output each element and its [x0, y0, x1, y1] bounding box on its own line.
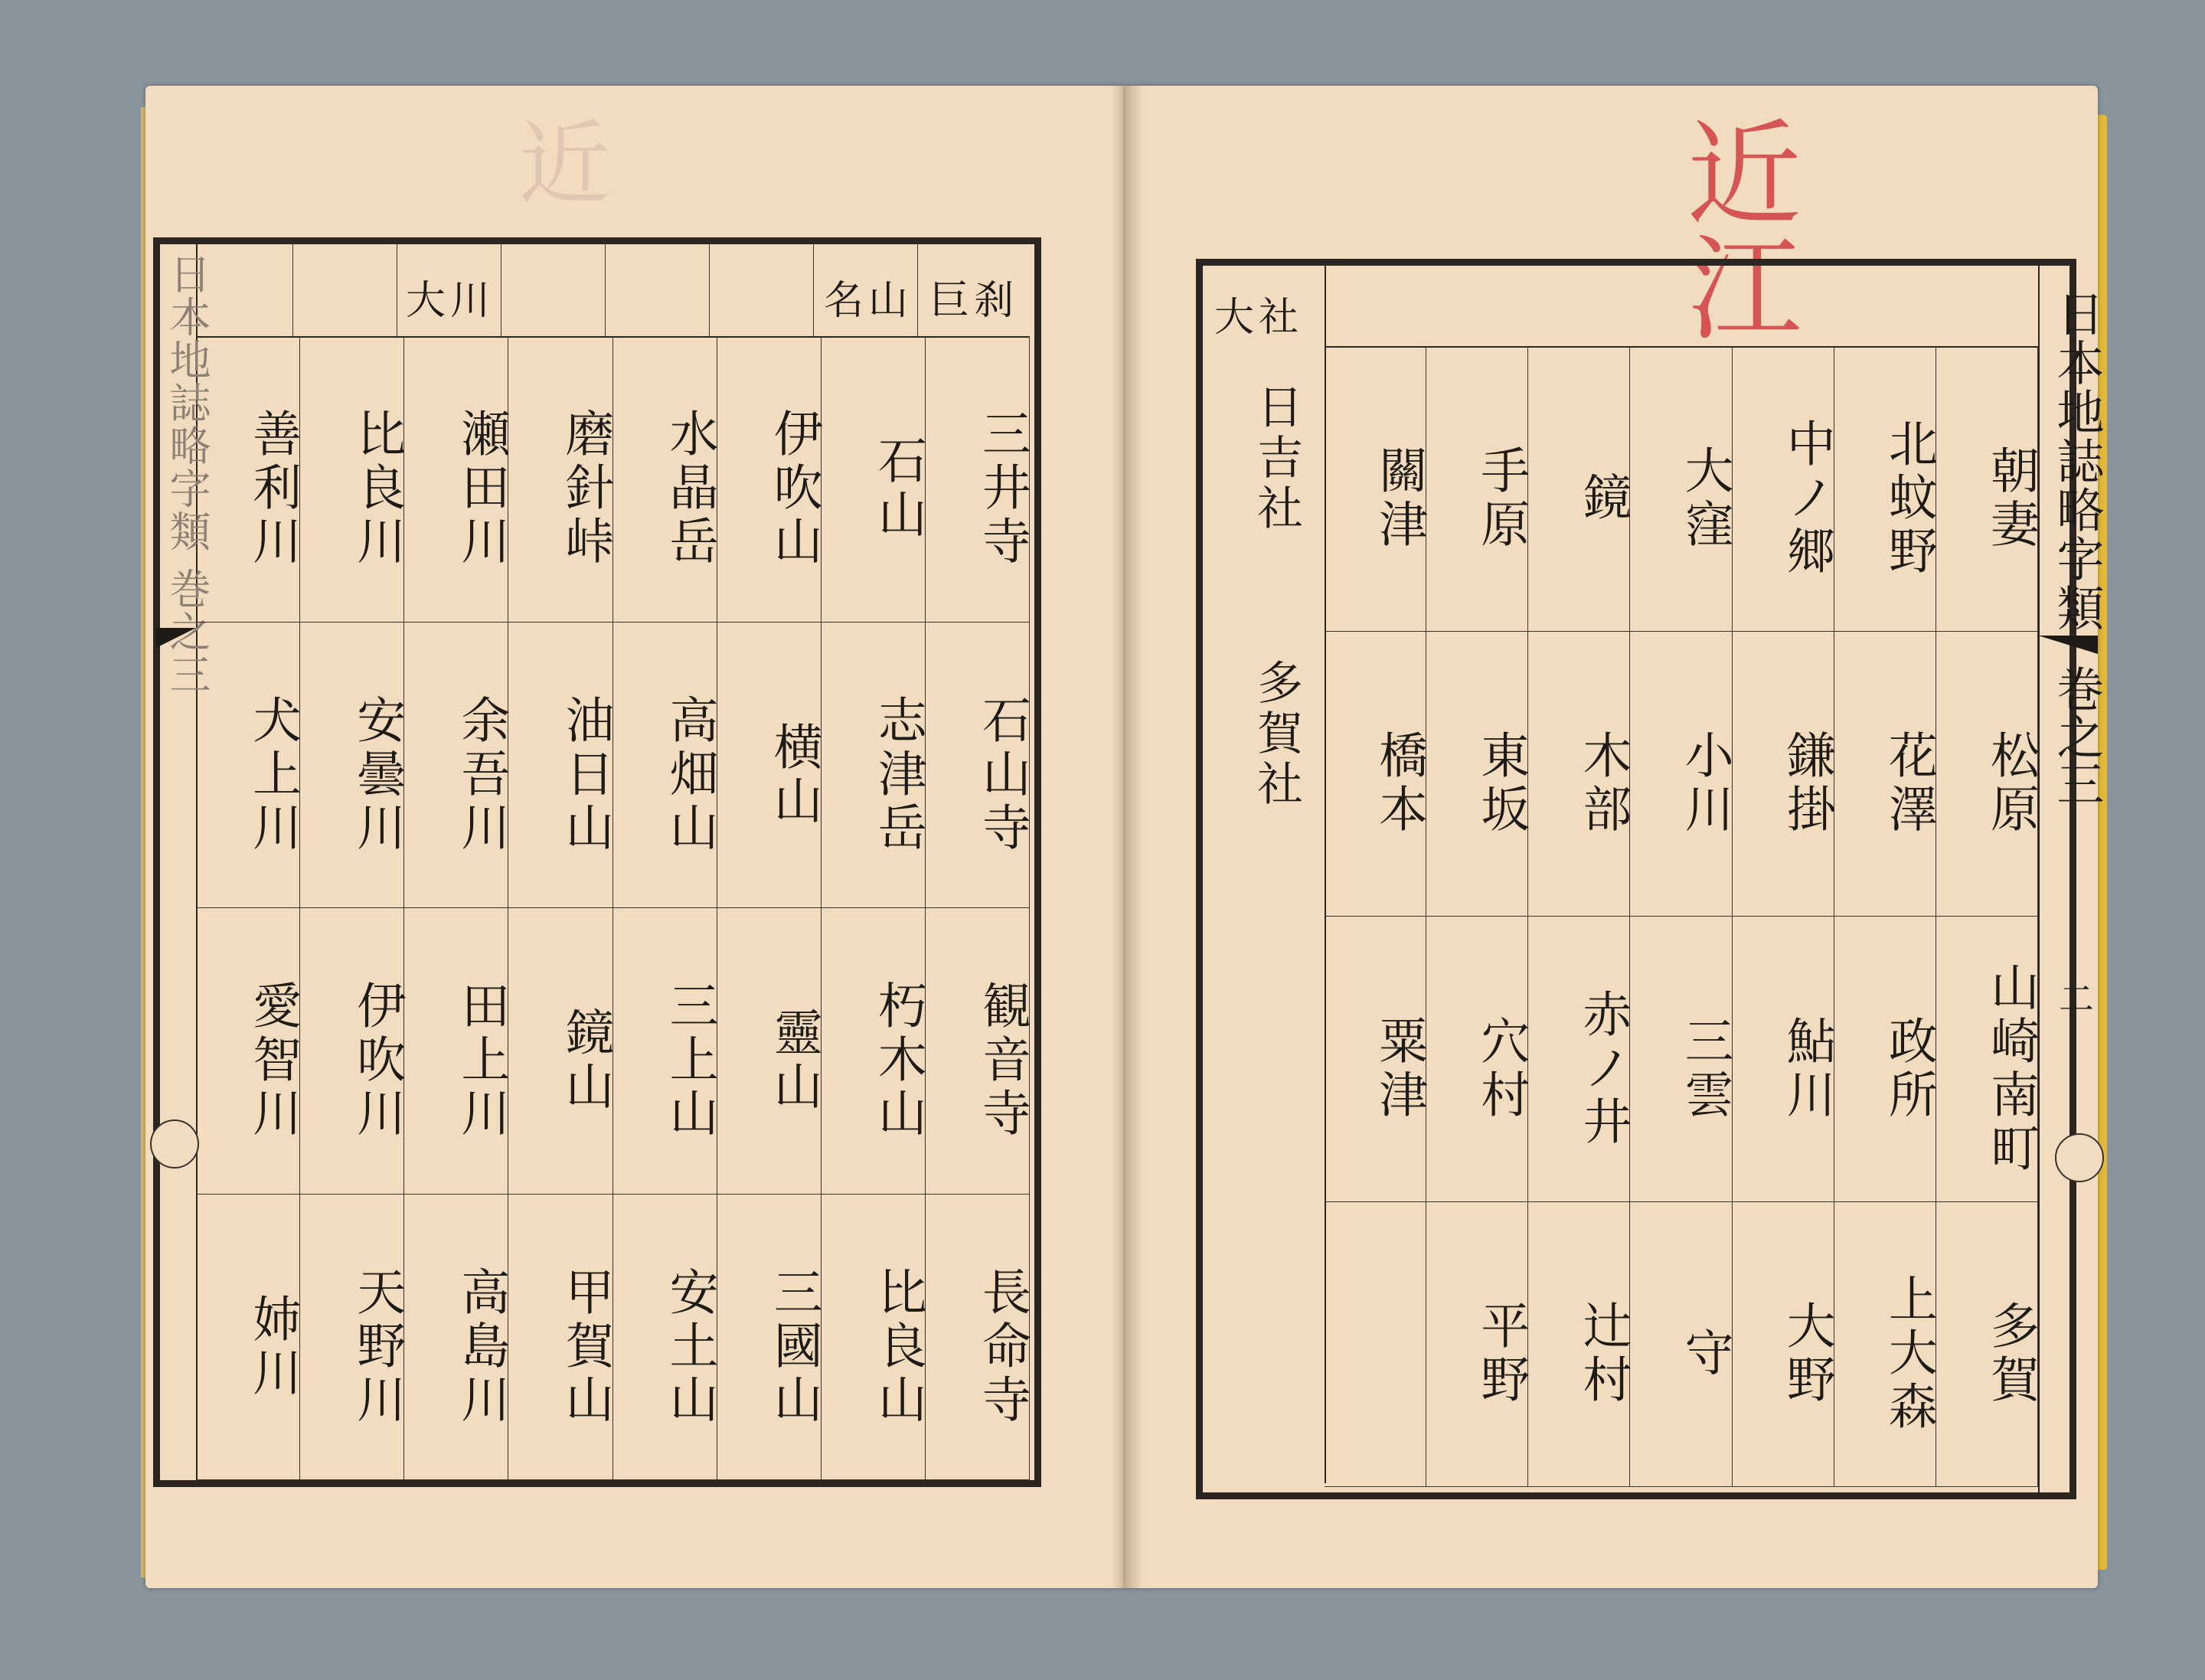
place-cell: 磨針峠 [508, 336, 612, 623]
place-cell: 朝妻 [1936, 346, 2038, 632]
place-cell: 比良山 [822, 1195, 926, 1481]
header-divider [292, 244, 293, 336]
place-cell: 大野 [1733, 1202, 1834, 1488]
place-cell: 高島川 [404, 1195, 508, 1481]
place-cell: 赤ノ井 [1528, 917, 1630, 1202]
category-header-temples: 巨刹 [929, 278, 1019, 324]
place-cell: 三國山 [717, 1195, 822, 1481]
header-divider [813, 244, 814, 336]
book-gutter [1112, 86, 1142, 1588]
place-cell: 観音寺 [926, 908, 1030, 1195]
place-cell: 鏡山 [508, 908, 612, 1195]
category-header-mountains: 名山 [824, 278, 913, 324]
shrine-name: 日吉社 [1250, 383, 1303, 534]
right-place-name-table [1325, 346, 2038, 1487]
place-cell: 安土山 [613, 1195, 717, 1481]
book-title: 日本地誌略字類 [2049, 289, 2105, 632]
place-cell: 多賀 [1936, 1202, 2038, 1488]
place-cell: 三上山 [613, 908, 717, 1195]
place-cell: 木部 [1528, 632, 1630, 917]
place-cell: 三井寺 [926, 336, 1030, 623]
place-cell: 油日山 [508, 623, 612, 909]
place-cell: 上大森 [1834, 1202, 1936, 1488]
place-cell: 田上川 [404, 908, 508, 1195]
place-cell: 姉川 [196, 1195, 300, 1481]
header-divider [709, 244, 710, 336]
margin-circle-mark [150, 1119, 199, 1168]
place-cell: 山崎南町 [1936, 917, 2038, 1202]
place-cell: 善利川 [196, 336, 300, 623]
place-cell: 天野川 [300, 1195, 404, 1481]
place-cell: 中ノ郷 [1733, 346, 1834, 632]
place-cell: 平野 [1426, 1202, 1528, 1488]
place-cell: 北蚊野 [1834, 346, 1936, 632]
header-divider [917, 244, 918, 336]
place-cell: 手原 [1426, 346, 1528, 632]
fishtail-mark [156, 628, 196, 648]
place-cell: 安曇川 [300, 623, 404, 909]
place-cell: 靈山 [717, 908, 822, 1195]
place-cell: 穴村 [1426, 917, 1528, 1202]
place-cell: 鎌掛 [1733, 632, 1834, 917]
place-cell: 犬上川 [196, 623, 300, 909]
volume-label: 巻之三 [2049, 665, 2105, 807]
place-cell: 橋本 [1325, 632, 1426, 917]
place-cell: 松原 [1936, 632, 2038, 917]
place-cell: 石山 [822, 336, 926, 623]
place-cell: 伊吹山 [717, 336, 822, 623]
right-header-row [1325, 266, 2038, 348]
place-cell: 政所 [1834, 917, 1936, 1202]
place-cell: 比良川 [300, 336, 404, 623]
place-cell: 東坂 [1426, 632, 1528, 917]
place-cell: 鏡 [1528, 346, 1630, 632]
place-cell: 長命寺 [926, 1195, 1030, 1481]
place-cell: 甲賀山 [508, 1195, 612, 1481]
place-cell: 鮎川 [1733, 917, 1834, 1202]
place-cell: 三雲 [1630, 917, 1732, 1202]
place-cell: 余吾川 [404, 623, 508, 909]
place-cell: 愛智川 [196, 908, 300, 1195]
place-cell: 高畑山 [613, 623, 717, 909]
place-cell: 花澤 [1834, 632, 1936, 917]
place-cell: 粟津 [1325, 917, 1426, 1202]
page-number: 二 [2053, 980, 2095, 1015]
left-place-name-table [196, 336, 1030, 1480]
category-header-shrines: 大社 [1214, 295, 1304, 341]
place-cell: 辻村 [1528, 1202, 1630, 1488]
seal-stamp: 近江 [1667, 113, 1800, 343]
place-cell [1325, 1202, 1426, 1488]
place-cell: 水晶岳 [613, 336, 717, 623]
left-running-title: 日本地誌略字類 巻之三 [163, 253, 211, 697]
place-cell: 伊吹川 [300, 908, 404, 1195]
place-cell: 横山 [717, 623, 822, 909]
margin-circle-mark [2055, 1133, 2104, 1182]
category-header-rivers: 大川 [406, 278, 495, 324]
place-cell: 志津岳 [822, 623, 926, 909]
place-cell: 朽木山 [822, 908, 926, 1195]
place-cell: 石山寺 [926, 623, 1030, 909]
header-divider [605, 244, 606, 336]
place-cell: 瀬田川 [404, 336, 508, 623]
place-cell: 大窪 [1630, 346, 1732, 632]
place-cell: 守 [1630, 1202, 1732, 1488]
place-cell: 關津 [1325, 346, 1426, 632]
shrine-name: 多賀社 [1250, 659, 1303, 810]
place-cell: 小川 [1630, 632, 1732, 917]
ghost-stamp: 近 [503, 115, 609, 207]
fishtail-mark [2038, 636, 2098, 654]
